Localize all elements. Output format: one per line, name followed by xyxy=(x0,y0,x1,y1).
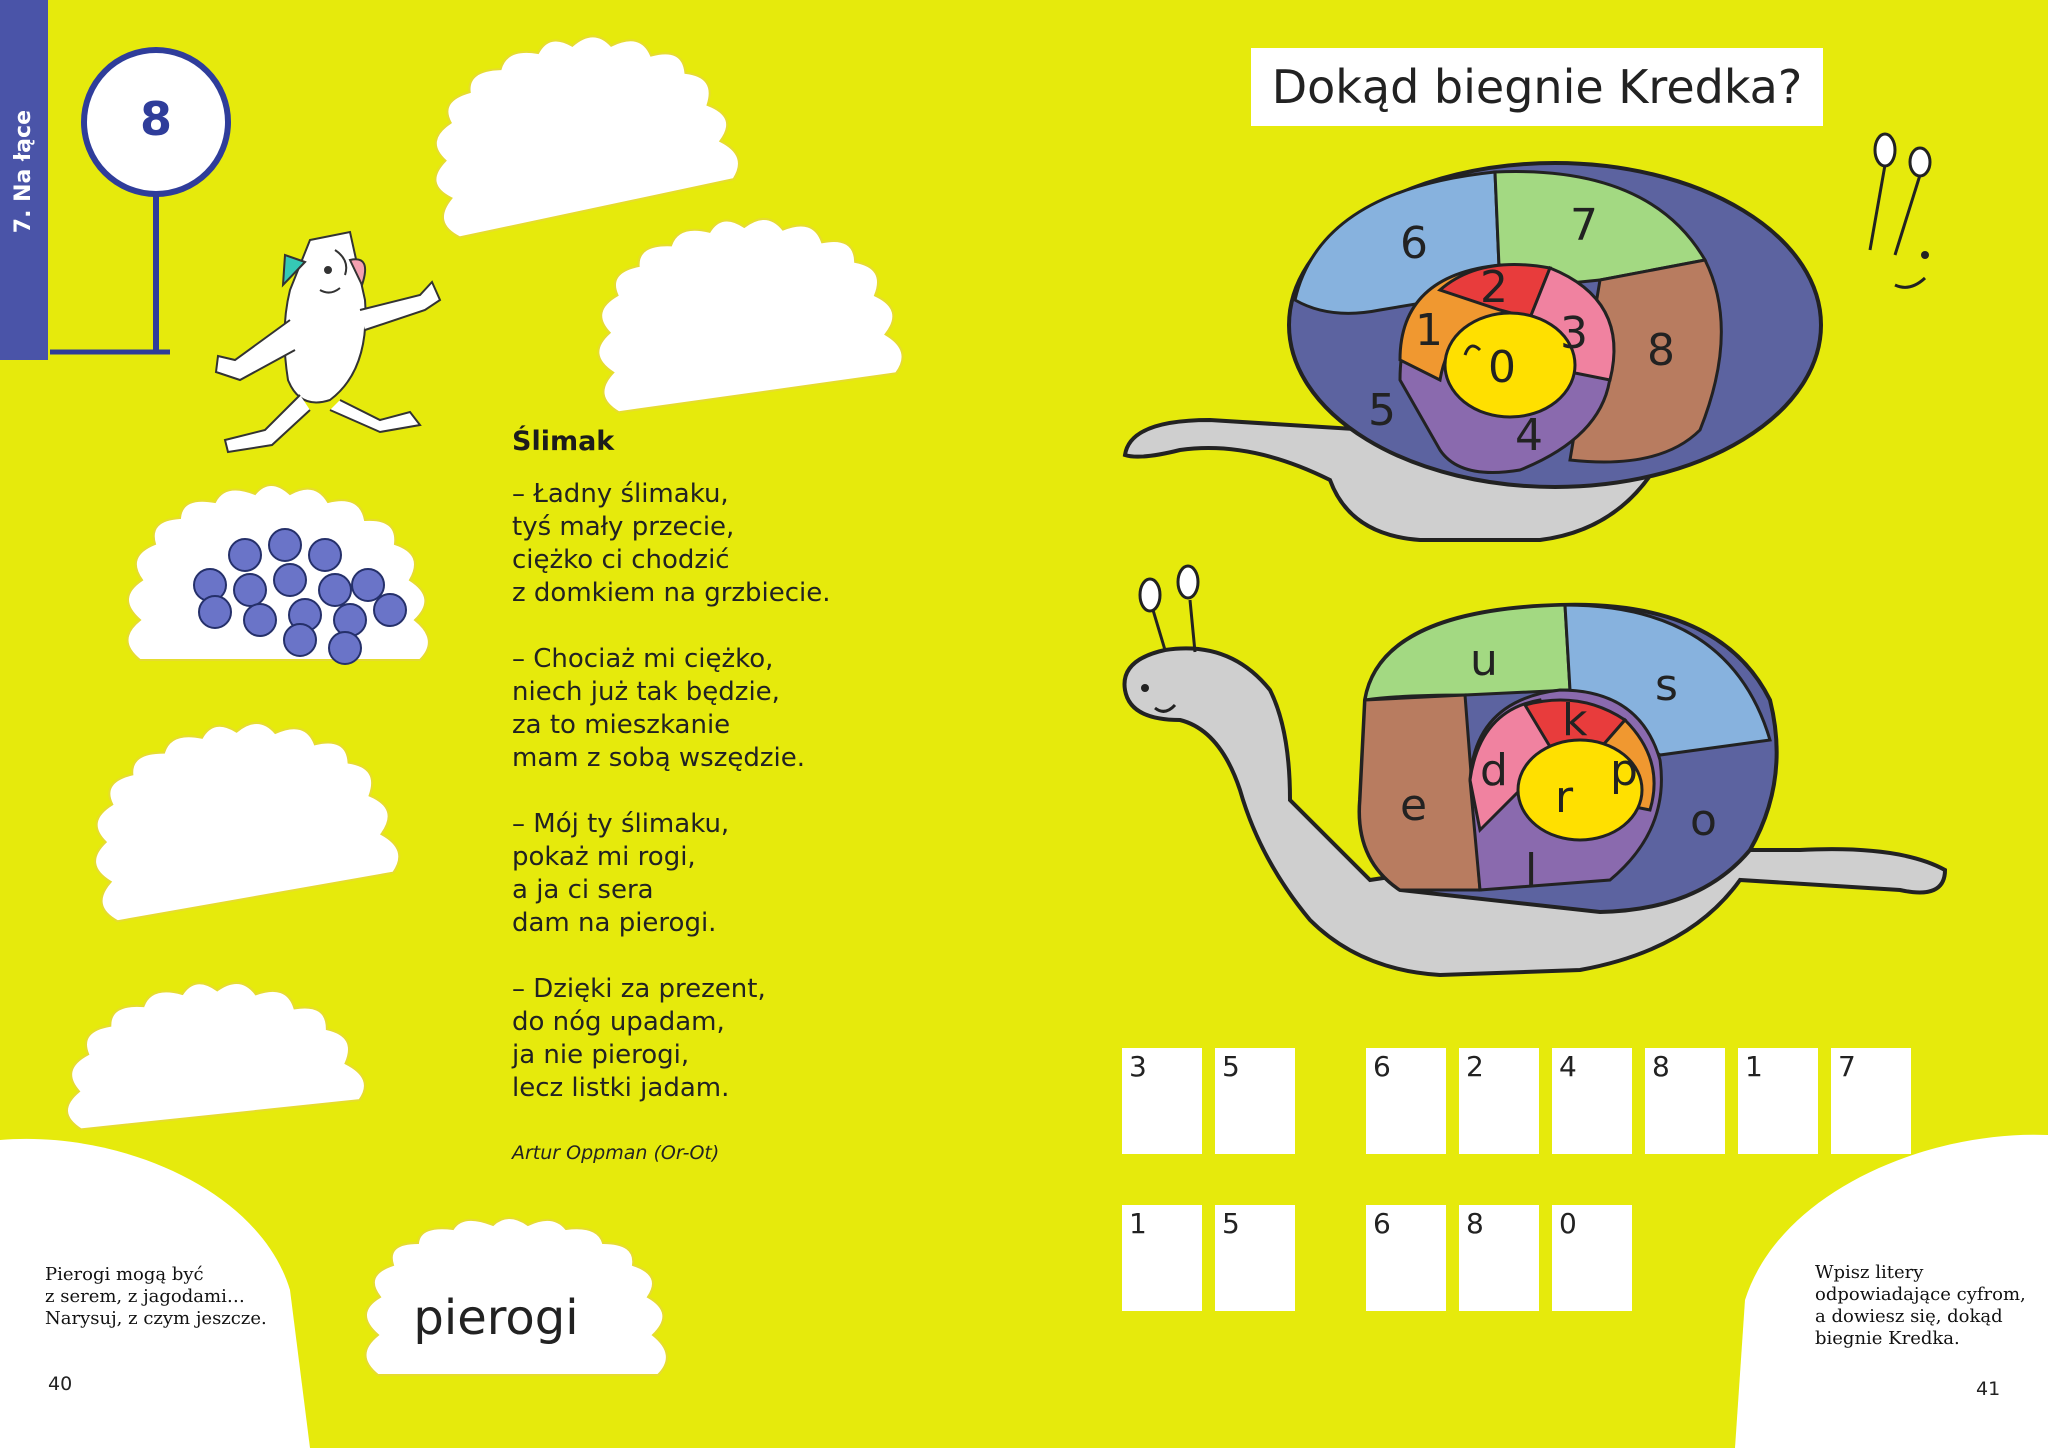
poem-stanza xyxy=(512,808,831,940)
caption-line: biegnie Kredka. xyxy=(1815,1328,1960,1349)
answer-box[interactable] xyxy=(1552,1048,1632,1154)
poem-line: do nóg upadam, xyxy=(512,1007,725,1037)
snail-number-5: 5 xyxy=(1368,385,1396,436)
pierog-2 xyxy=(582,199,905,414)
poem-line: lecz listki jadam. xyxy=(512,1073,730,1103)
snail-number-7: 7 xyxy=(1570,200,1598,251)
answer-box-number: 6 xyxy=(1373,1207,1391,1240)
snail-number-4: 4 xyxy=(1515,410,1543,461)
poem-line: – Dzięki za prezent, xyxy=(512,974,766,1004)
page-number-right: 41 xyxy=(1976,1378,2001,1400)
answer-box[interactable] xyxy=(1215,1048,1295,1154)
answer-box[interactable] xyxy=(1645,1048,1725,1154)
snail-letter-u: u xyxy=(1470,635,1498,686)
pierogi-label: pierogi xyxy=(413,1290,579,1346)
snail-number-6: 6 xyxy=(1400,218,1428,269)
answer-box-number: 3 xyxy=(1129,1050,1147,1083)
caption-line: a dowiesz się, dokąd xyxy=(1815,1306,2003,1327)
snail-number-3: 3 xyxy=(1560,308,1588,359)
poem-author: Artur Oppman (Or-Ot) xyxy=(512,1142,720,1164)
lesson-number: 8 xyxy=(140,92,173,146)
poem-line: ciężko ci chodzić xyxy=(512,545,730,575)
answer-box-number: 8 xyxy=(1652,1050,1670,1083)
poem-line: a ja ci sera xyxy=(512,875,654,905)
snail-number-8: 8 xyxy=(1647,325,1675,376)
snail-letters xyxy=(1125,566,1946,975)
caption-line: odpowiadające cyfrom, xyxy=(1815,1284,2026,1305)
answer-box-number: 6 xyxy=(1373,1050,1391,1083)
caption-line: Narysuj, z czym jeszcze. xyxy=(45,1308,267,1329)
snail-letter-o: o xyxy=(1690,795,1717,846)
poem-line: mam z sobą wszędzie. xyxy=(512,743,806,773)
page-number-left: 40 xyxy=(48,1373,73,1395)
snail-number-2: 2 xyxy=(1480,262,1508,313)
poem-line: niech już tak będzie, xyxy=(512,677,780,707)
pierog-1 xyxy=(411,8,742,240)
snail-letter-s: s xyxy=(1655,660,1678,711)
snail-letter-p: p xyxy=(1610,745,1638,796)
answer-box-number: 5 xyxy=(1222,1050,1240,1083)
snail-numbers xyxy=(1125,134,1930,540)
snail-letter-r: r xyxy=(1555,772,1574,823)
poem-line: dam na pierogi. xyxy=(512,908,717,938)
title-box xyxy=(1251,48,1823,126)
answer-box[interactable] xyxy=(1122,1048,1202,1154)
poem-line: – Chociaż mi ciężko, xyxy=(512,644,774,674)
snail-letter-e: e xyxy=(1400,780,1428,831)
pierog-3 xyxy=(75,699,402,924)
answer-box[interactable] xyxy=(1552,1205,1632,1311)
answer-box[interactable] xyxy=(1122,1205,1202,1311)
section-label: 7. Na łące xyxy=(11,110,36,234)
snail-number-0: 0 xyxy=(1488,342,1516,393)
poem-line: z domkiem na grzbiecie. xyxy=(512,578,831,608)
left-caption xyxy=(45,1264,267,1330)
snail-letter-k: k xyxy=(1562,695,1588,746)
answer-box-number: 5 xyxy=(1222,1207,1240,1240)
poem-title: Ślimak xyxy=(512,426,615,457)
poem-line: za to mieszkanie xyxy=(512,710,731,740)
answer-box-number: 8 xyxy=(1466,1207,1484,1240)
answer-box-number: 0 xyxy=(1559,1207,1577,1240)
poem-line: tyś mały przecie, xyxy=(512,512,735,542)
snail-letter-l: l xyxy=(1525,845,1538,896)
caption-line: Wpisz litery xyxy=(1815,1262,1924,1283)
caption-line: Pierogi mogą być xyxy=(45,1264,204,1285)
answer-box-number: 1 xyxy=(1745,1050,1763,1083)
poem-stanza xyxy=(512,973,831,1105)
snail-number-1: 1 xyxy=(1415,305,1443,356)
answer-box[interactable] xyxy=(1459,1205,1539,1311)
answer-box-number: 1 xyxy=(1129,1207,1147,1240)
right-caption xyxy=(1815,1262,2026,1350)
pierog-4 xyxy=(55,967,366,1131)
poem-line: ja nie pierogi, xyxy=(512,1040,690,1070)
answer-box[interactable] xyxy=(1738,1048,1818,1154)
answer-box[interactable] xyxy=(1459,1048,1539,1154)
answer-box[interactable] xyxy=(1215,1205,1295,1311)
answer-box-number: 2 xyxy=(1466,1050,1484,1083)
poem-stanza xyxy=(512,643,831,775)
caption-line: z serem, z jagodami… xyxy=(45,1286,245,1307)
answer-box[interactable] xyxy=(1366,1048,1446,1154)
snail-letter-d: d xyxy=(1480,745,1508,796)
page-title: Dokąd biegnie Kredka? xyxy=(1271,60,1803,114)
poem-text xyxy=(512,478,831,1138)
answer-box[interactable] xyxy=(1831,1048,1911,1154)
poem-line: – Mój ty ślimaku, xyxy=(512,809,730,839)
answer-box-number: 4 xyxy=(1559,1050,1577,1083)
poem-line: – Ładny ślimaku, xyxy=(512,479,729,509)
lesson-badge xyxy=(50,50,228,352)
poem-stanza xyxy=(512,478,831,610)
answer-box[interactable] xyxy=(1366,1205,1446,1311)
poem-line: pokaż mi rogi, xyxy=(512,842,696,872)
kredka-character xyxy=(216,232,440,452)
answer-box-number: 7 xyxy=(1838,1050,1856,1083)
